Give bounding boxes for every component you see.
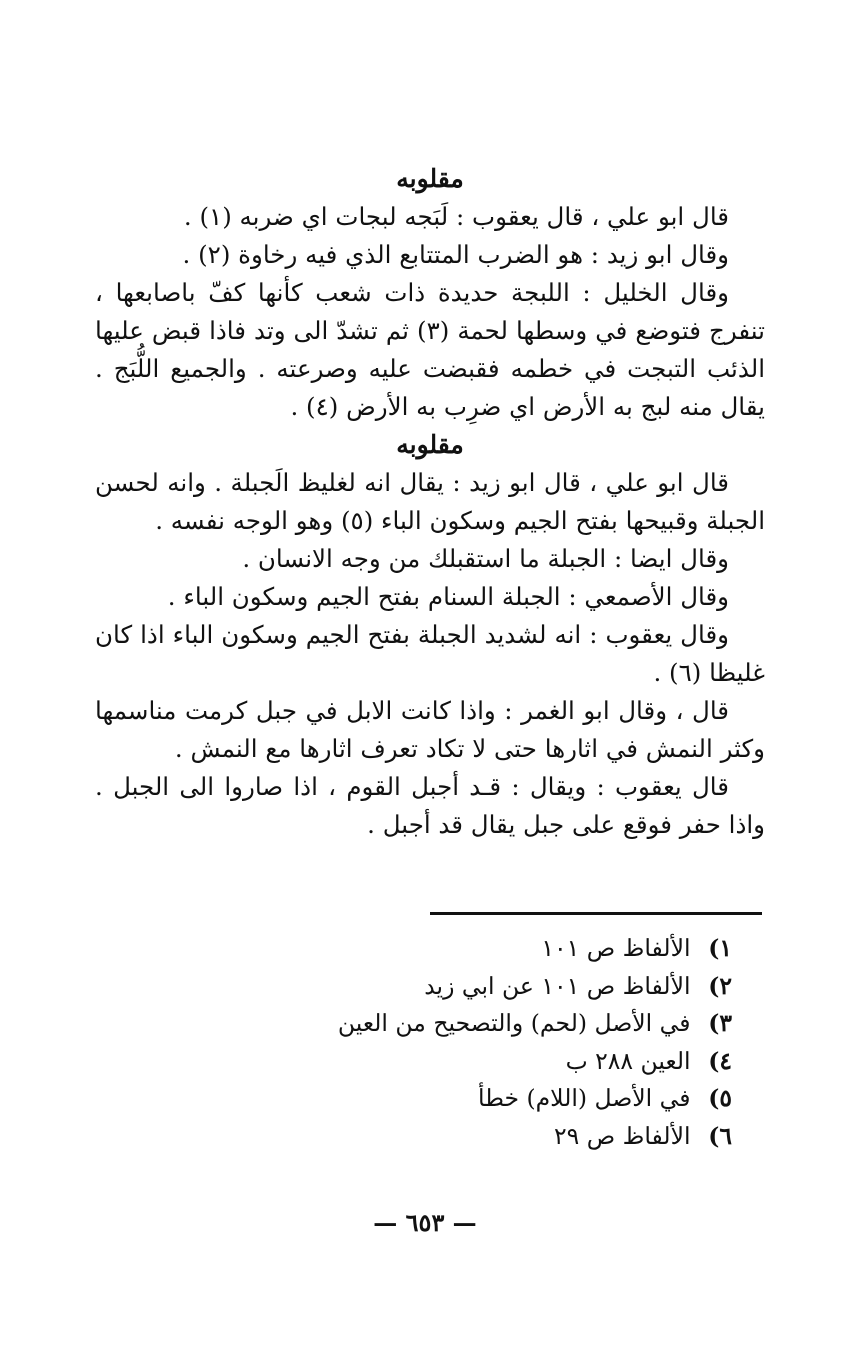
paragraph: قال يعقوب : ويقال : قـد أجبل القوم ، اذا صاروا الى الجبل . واذا حفر فوقع على جبل يقال قد أجبل .: [95, 772, 765, 839]
footnote-number: ٦): [708, 1121, 732, 1150]
paragraph: قال ابو علي ، قال يعقوب : لَبَجه لبجات اي ضربه (١) .: [183, 202, 729, 231]
footnote-item: [338, 1043, 732, 1081]
footnote-text: في الأصل (لحم) والتصحيح من العين: [337, 1009, 691, 1037]
footnote-item: [338, 968, 732, 1006]
footnote-item: [338, 1005, 732, 1043]
paragraph: وقال الأصمعي : الجبلة السنام بفتح الجيم وسكون الباء .: [167, 582, 729, 611]
footnote-number: ٥): [708, 1084, 732, 1112]
paragraph: وقال الخليل : اللبجة حديدة ذات شعب كأنها كفّ باصابعها ، تنفرج فتوضع في وسطها لحمة (٣) ثم تشدّ الى وتد فاذا قبض عليها الذئب التبجت في خطمه فقبضت عليه وصرعته . والجميع اللُّبَج . يقال منه لبج به الأرض اي ضرِب به الأرض (٤) .: [95, 278, 765, 421]
page-body: [95, 160, 765, 844]
footnote-number: ١): [708, 934, 732, 962]
footnote-item: [338, 1118, 732, 1156]
footnote-text: الألفاظ ص ١٠١ عن ابي زيد: [424, 971, 691, 1000]
footnote-item: [338, 1080, 732, 1118]
footnote-text: الألفاظ ص ١٠١: [541, 934, 691, 962]
footnote-text: الألفاظ ص ٢٩: [554, 1121, 691, 1150]
paragraph: قال ، وقال ابو الغمر : واذا كانت الابل في جبل كرمت مناسمها وكثر النمش في اثارها حتى لا تكاد تعرف اثارها مع النمش .: [95, 696, 765, 763]
section-title: مقلوبه: [396, 430, 464, 459]
footnote-text: في الأصل (اللام) خطأ: [478, 1084, 691, 1112]
footnotes-list: [338, 930, 732, 1155]
footnote-number: ٢): [708, 971, 732, 1000]
paragraph: وقال يعقوب : انه لشديد الجبلة بفتح الجيم وسكون الباء اذا كان غليظا (٦) .: [95, 620, 765, 687]
footnote-item: [338, 930, 732, 968]
footnote-number: ٣): [708, 1009, 732, 1037]
paragraph: قال ابو علي ، قال ابو زيد : يقال انه لغليظ الَجبلة . وانه لحسن الجبلة وقبيحها بفتح الجيم وسكون الباء (٥) وهو الوجه نفسه .: [95, 468, 765, 535]
page-number: — ٦٥٣ —: [373, 1208, 477, 1237]
section-title: مقلوبه: [396, 164, 464, 193]
footnote-text: العين ٢٨٨ ب: [565, 1046, 691, 1075]
paragraph: وقال ابو زيد : هو الضرب المتتابع الذي فيه رخاوة (٢) .: [182, 240, 729, 269]
footnote-divider: [430, 912, 762, 915]
paragraph: وقال ايضا : الجبلة ما استقبلك من وجه الانسان .: [242, 544, 729, 573]
footnote-number: ٤): [708, 1046, 732, 1075]
